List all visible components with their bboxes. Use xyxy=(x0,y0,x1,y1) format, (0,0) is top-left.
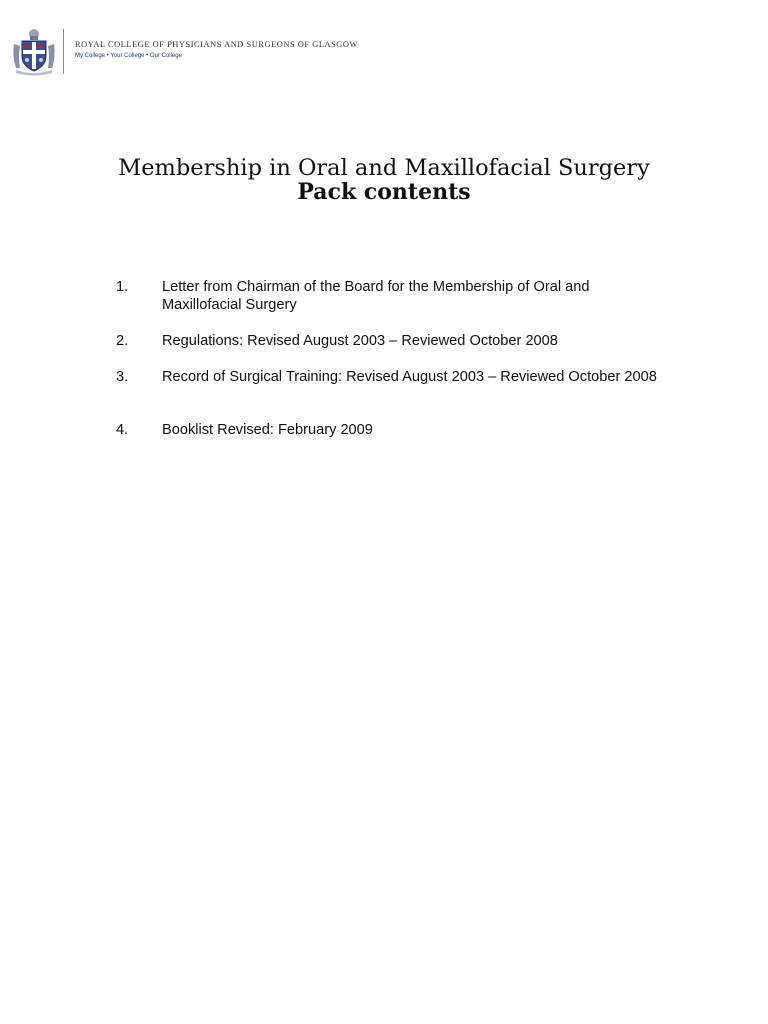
item-text: Letter from Chairman of the Board for the Membership of Oral and Maxillofacial Surgery xyxy=(162,279,590,313)
item-text: Booklist Revised: February 2009 xyxy=(162,422,373,438)
item-number: 2. xyxy=(116,333,129,349)
item-text: Regulations: Revised August 2003 – Reviewed October 2008 xyxy=(162,333,558,349)
organisation-name: ROYAL COLLEGE OF PHYSICIANS AND SURGEONS OF GLASGOW xyxy=(75,40,358,49)
organisation-tagline: My College • Your College • Our College xyxy=(75,53,182,59)
letterhead-divider xyxy=(63,29,64,74)
letterhead xyxy=(10,26,390,78)
item-text: Record of Surgical Training: Revised August 2003 – Reviewed October 2008 xyxy=(162,369,657,385)
item-number: 3. xyxy=(116,369,129,385)
item-number: 1. xyxy=(116,279,129,295)
document-subtitle: Pack contents xyxy=(297,179,471,205)
document-title: Membership in Oral and Maxillofacial Surgery xyxy=(118,155,650,181)
item-number: 4. xyxy=(116,422,129,438)
coat-of-arms-icon xyxy=(10,26,58,76)
